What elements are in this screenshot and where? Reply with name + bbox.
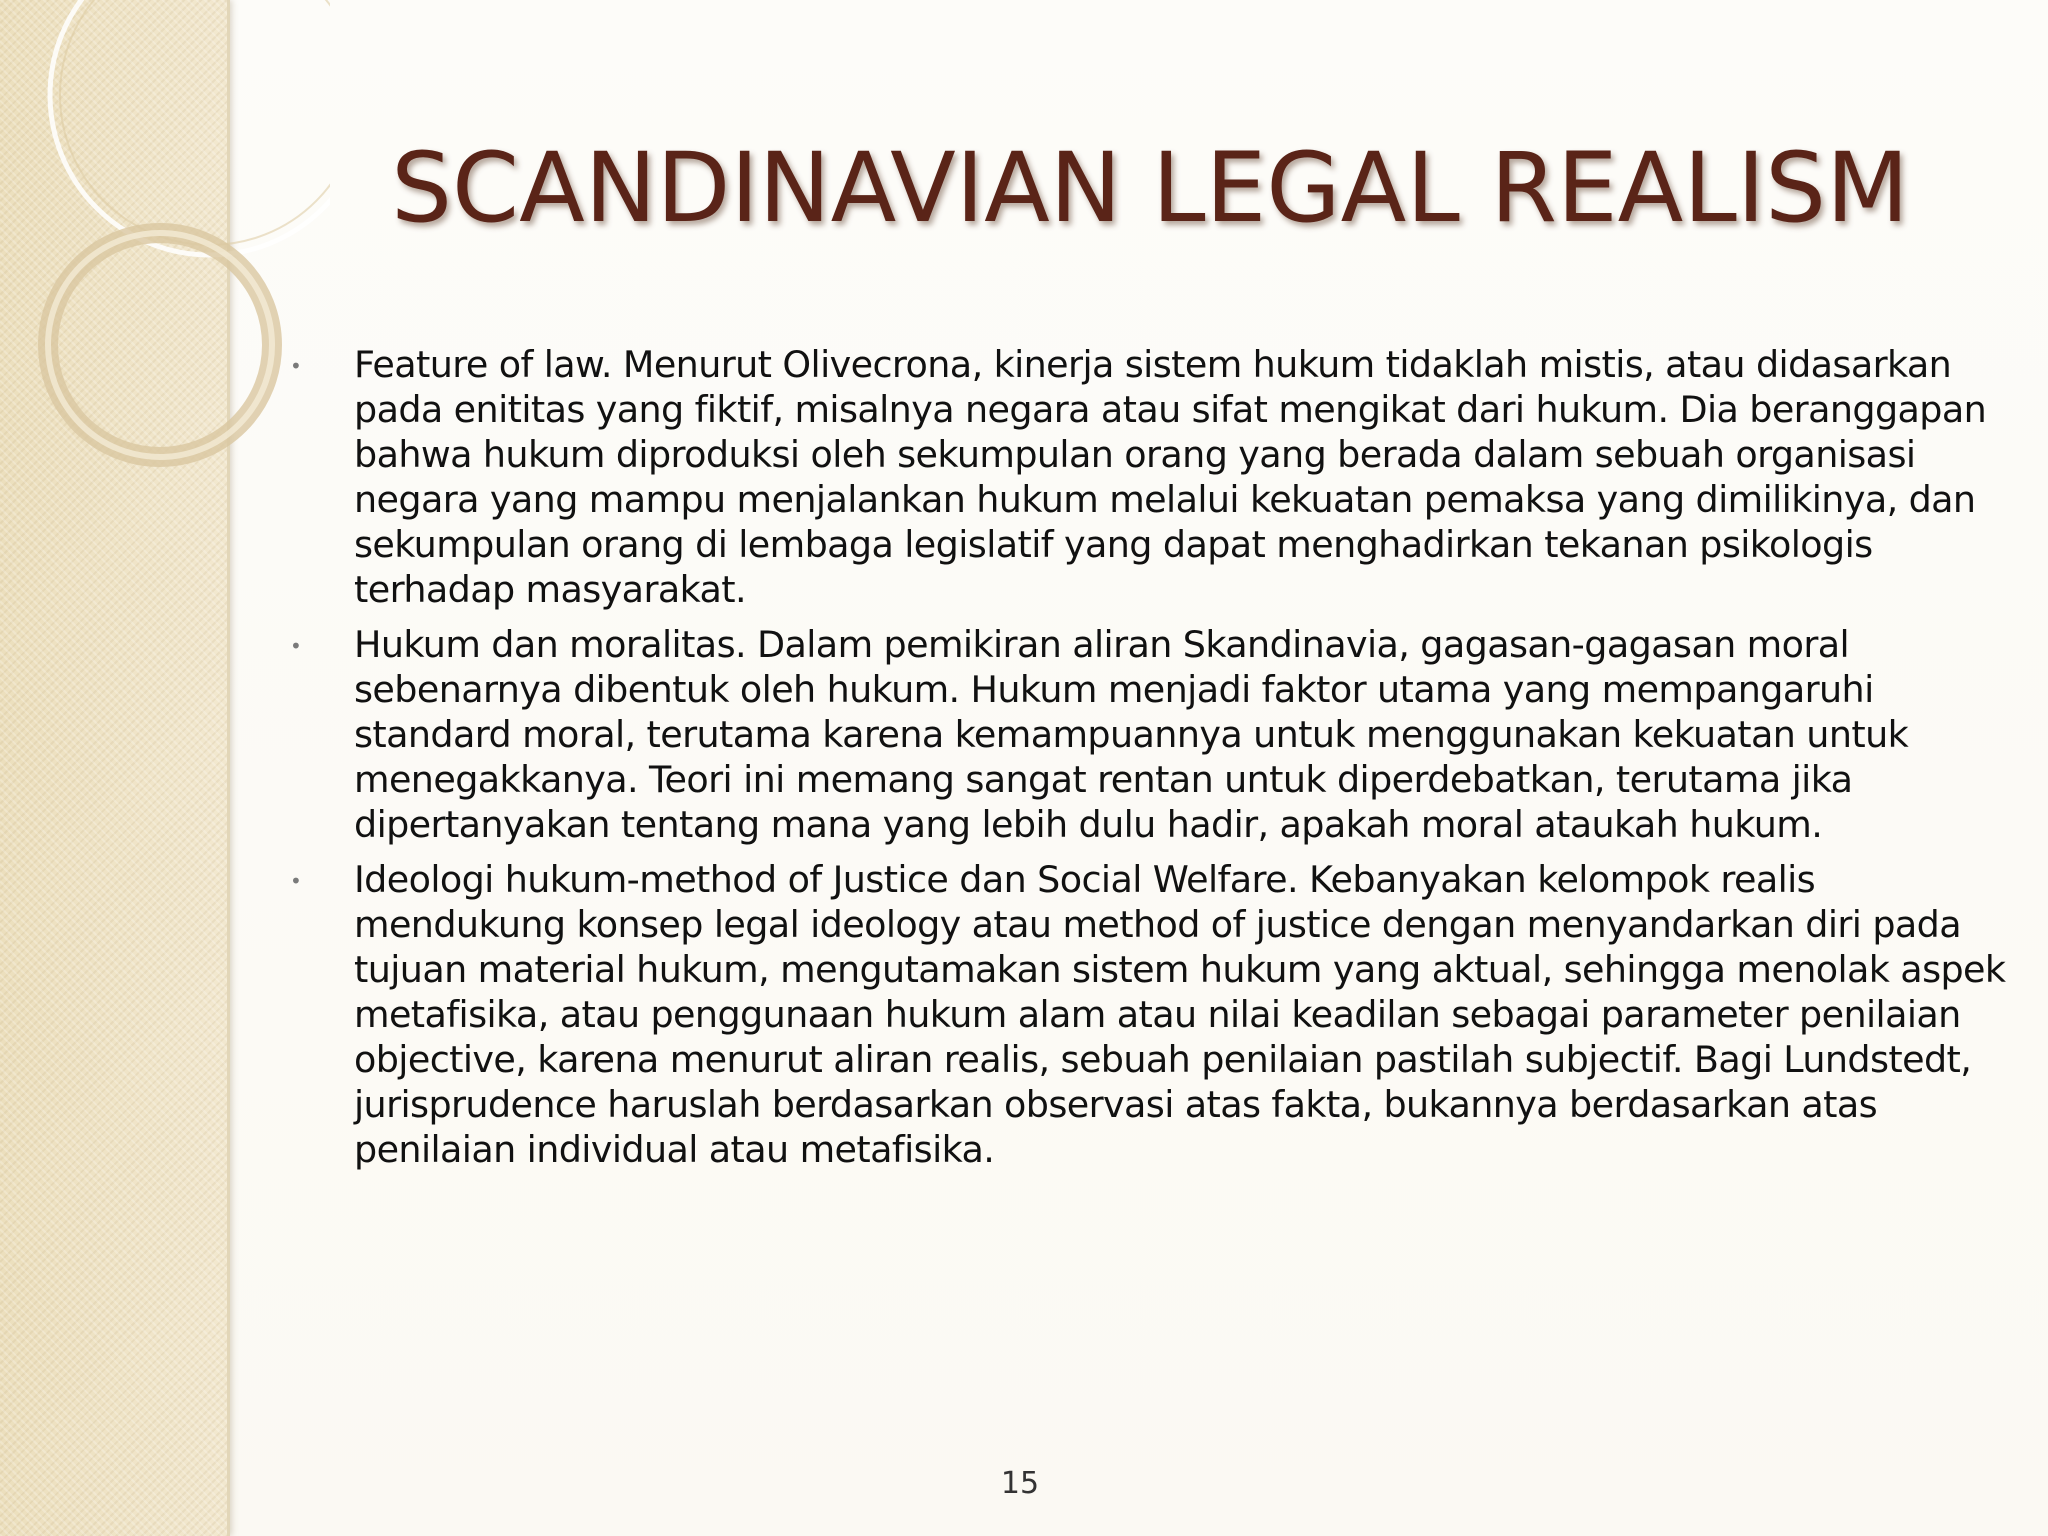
slide-title: SCANDINAVIAN LEGAL REALISM xyxy=(391,132,1909,244)
bullet-item xyxy=(290,857,2010,1172)
bullet-list xyxy=(290,342,2010,1182)
bullet-dot-icon: • xyxy=(290,869,302,893)
decorative-swirl-icon xyxy=(0,0,330,560)
bullet-item xyxy=(290,622,2010,847)
bullet-dot-icon: • xyxy=(290,634,302,658)
bullet-text: Feature of law. Menurut Olivecrona, kinerja sistem hukum tidaklah mistis, atau didasarkan pada enititas yang fiktif, misalnya negara atau sifat mengikat dari hukum. Dia beranggapan bahwa hukum diproduksi oleh sekumpulan orang yang berada dalam sebuah organisasi negara yang mampu menjalankan hukum melalui kekuatan pemaksa yang dimilikinya, dan sekumpulan orang di lembaga legislatif yang dapat menghadirkan tekanan psikologis terhadap masyarakat. xyxy=(354,343,1987,611)
page-number: 15 xyxy=(1000,1466,1040,1501)
bullet-item xyxy=(290,342,2010,612)
bullet-text: Ideologi hukum-method of Justice dan Social Welfare. Kebanyakan kelompok realis mendukung konsep legal ideology atau method of justice dengan menyandarkan diri pada tujuan material hukum, mengutamakan sistem hukum yang aktual, sehingga menolak aspek metafisika, atau penggunaan hukum alam atau nilai keadilan sebagai parameter penilaian objective, karena menurut aliran realis, sebuah penilaian pastilah subjectif. Bagi Lundstedt, jurisprudence haruslah berdasarkan observasi atas fakta, bukannya berdasarkan atas penilaian individual atau metafisika. xyxy=(354,858,2006,1171)
bullet-dot-icon: • xyxy=(290,354,302,378)
bullet-text: Hukum dan moralitas. Dalam pemikiran aliran Skandinavia, gagasan-gagasan moral sebenarnya dibentuk oleh hukum. Hukum menjadi faktor utama yang mempangaruhi standard moral, terutama karena kemampuannya untuk menggunakan kekuatan untuk menegakkanya. Teori ini memang sangat rentan untuk diperdebatkan, terutama jika dipertanyakan tentang mana yang lebih dulu hadir, apakah moral ataukah hukum. xyxy=(354,623,1909,846)
